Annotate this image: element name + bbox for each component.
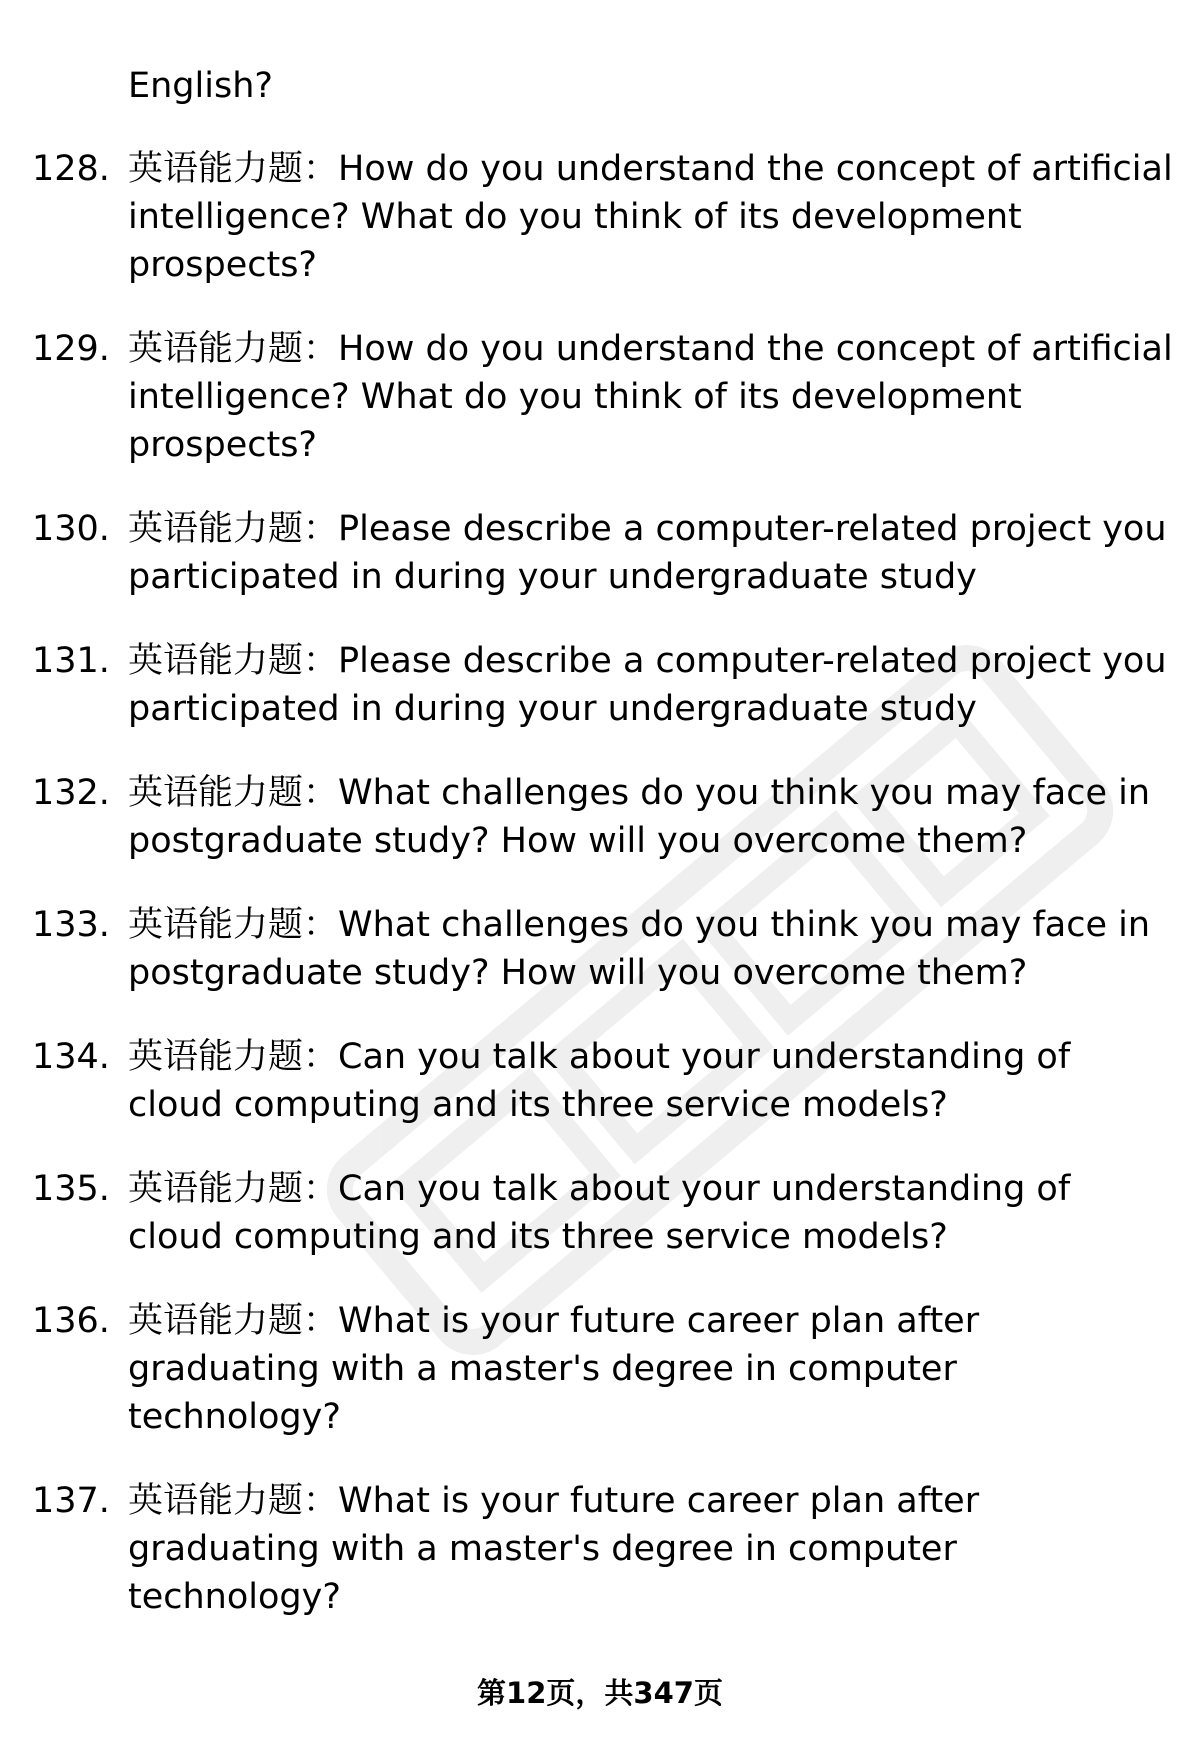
- question-body: [128, 637, 1173, 733]
- question-tag: 英语能力题：: [128, 329, 339, 369]
- question-body: [128, 1297, 1173, 1441]
- question-tag: 英语能力题：: [128, 1301, 339, 1341]
- question-number: 128.: [32, 149, 110, 189]
- question-number: 136.: [32, 1301, 110, 1341]
- question-body: [128, 505, 1173, 601]
- question-tag: 英语能力题：: [128, 905, 339, 945]
- question-number: 134.: [32, 1037, 110, 1077]
- question-number: 130.: [32, 509, 110, 549]
- question-body: [128, 769, 1173, 865]
- question-number: 135.: [32, 1169, 110, 1209]
- question-number: 132.: [32, 773, 110, 813]
- question-text: What is your future career plan after graduating with a master's degree in computer technology?: [128, 1481, 980, 1617]
- question-body: [128, 145, 1173, 289]
- question-body: [128, 1165, 1173, 1261]
- question-number: 133.: [32, 905, 110, 945]
- question-tag: 英语能力题：: [128, 1037, 339, 1077]
- question-tag: 英语能力题：: [128, 641, 339, 681]
- question-text: What challenges do you think you may face in postgraduate study? How will you overcome them?: [128, 905, 1151, 993]
- question-text: What challenges do you think you may face in postgraduate study? How will you overcome them?: [128, 773, 1151, 861]
- question-text: What is your future career plan after graduating with a master's degree in computer technology?: [128, 1301, 980, 1437]
- continuation-text: English?: [128, 66, 273, 106]
- question-tag: 英语能力题：: [128, 149, 339, 189]
- question-tag: 英语能力题：: [128, 1481, 339, 1521]
- question-body: [128, 901, 1173, 997]
- question-tag: 英语能力题：: [128, 509, 339, 549]
- question-text: Can you talk about your understanding of cloud computing and its three service models?: [128, 1169, 1071, 1257]
- question-body: [128, 1033, 1173, 1129]
- question-text: How do you understand the concept of artificial intelligence? What do you think of its development prospects?: [128, 329, 1173, 465]
- question-text: Please describe a computer-related project you participated in during your undergraduate study: [128, 509, 1167, 597]
- question-tag: 英语能力题：: [128, 1169, 339, 1209]
- question-text: Please describe a computer-related project you participated in during your undergraduate study: [128, 641, 1167, 729]
- question-number: 131.: [32, 641, 110, 681]
- page-footer: 第12页，共347页: [477, 1676, 723, 1710]
- question-text: Can you talk about your understanding of cloud computing and its three service models?: [128, 1037, 1071, 1125]
- question-number: 137.: [32, 1481, 110, 1521]
- question-text: How do you understand the concept of artificial intelligence? What do you think of its development prospects?: [128, 149, 1173, 285]
- question-body: [128, 1477, 1173, 1621]
- question-body: [128, 325, 1173, 469]
- question-number: 129.: [32, 329, 110, 369]
- question-tag: 英语能力题：: [128, 773, 339, 813]
